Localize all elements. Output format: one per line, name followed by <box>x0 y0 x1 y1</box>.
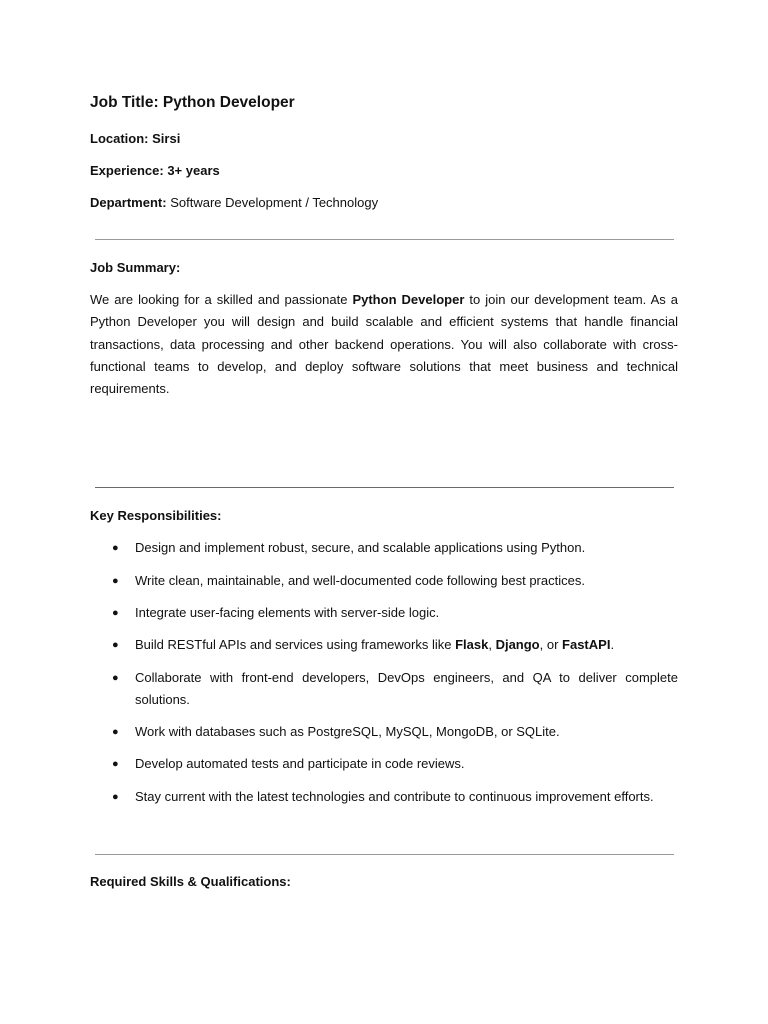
list-item-text: Design and implement robust, secure, and scalable applications using Python. <box>135 540 586 555</box>
department-label: Department: <box>90 195 167 210</box>
job-summary-text <box>90 289 678 400</box>
list-item-text: Work with databases such as PostgreSQL, MySQL, MongoDB, or SQLite. <box>135 724 560 739</box>
item-text-part: . <box>610 637 615 652</box>
required-skills-heading: Required Skills & Qualifications: <box>90 874 291 889</box>
item-text-part: Build RESTful APIs and services using frameworks like <box>135 637 456 652</box>
item-text-part: , <box>488 637 496 652</box>
bullet-icon: ● <box>112 542 119 554</box>
bullet-icon: ● <box>112 758 119 770</box>
job-summary-heading: Job Summary: <box>90 260 181 275</box>
list-item-text: Stay current with the latest technologies and contribute to continuous improvement efforts. <box>135 789 654 804</box>
experience-label: Experience: <box>90 163 164 178</box>
key-responsibilities-heading: Key Responsibilities: <box>90 508 222 523</box>
summary-text-before: We are looking for a skilled and passionate <box>90 292 353 307</box>
bullet-icon: ● <box>112 672 119 684</box>
list-item-text: Collaborate with front-end developers, DevOps engineers, and QA to deliver complete solutions. <box>135 670 678 708</box>
department-line <box>90 195 378 210</box>
location-line <box>90 131 180 146</box>
framework-django: Django <box>495 637 540 652</box>
summary-bold-role: Python Developer <box>352 292 465 307</box>
list-item-text: Integrate user-facing elements with server-side logic. <box>135 605 440 620</box>
summary-text-after: to join our development team. As a Python Developer you will design and build scalable and efficient systems that handle financial transactions, data processing and other backend operations. You will also collaborate with cross-functional teams to develop, and deploy software solutions that meet business and technical requirements. <box>90 292 678 397</box>
job-title: Job Title: Python Developer <box>90 94 295 111</box>
location-value: Sirsi <box>152 131 181 146</box>
bullet-icon: ● <box>112 639 119 651</box>
bullet-icon: ● <box>112 791 119 803</box>
experience-value: 3+ years <box>167 163 220 178</box>
list-item-text <box>135 634 678 656</box>
framework-fastapi: FastAPI <box>562 637 611 652</box>
department-value: Software Development / Technology <box>170 195 379 210</box>
framework-flask: Flask <box>455 637 489 652</box>
list-item-text: Develop automated tests and participate in code reviews. <box>135 756 465 771</box>
divider <box>95 487 674 488</box>
location-label: Location: <box>90 131 149 146</box>
experience-line <box>90 163 220 178</box>
list-item-text: Write clean, maintainable, and well-documented code following best practices. <box>135 573 585 588</box>
bullet-icon: ● <box>112 607 119 619</box>
divider <box>95 854 674 855</box>
bullet-icon: ● <box>112 575 119 587</box>
divider <box>95 239 674 240</box>
bullet-icon: ● <box>112 726 119 738</box>
item-text-part: , or <box>539 637 563 652</box>
